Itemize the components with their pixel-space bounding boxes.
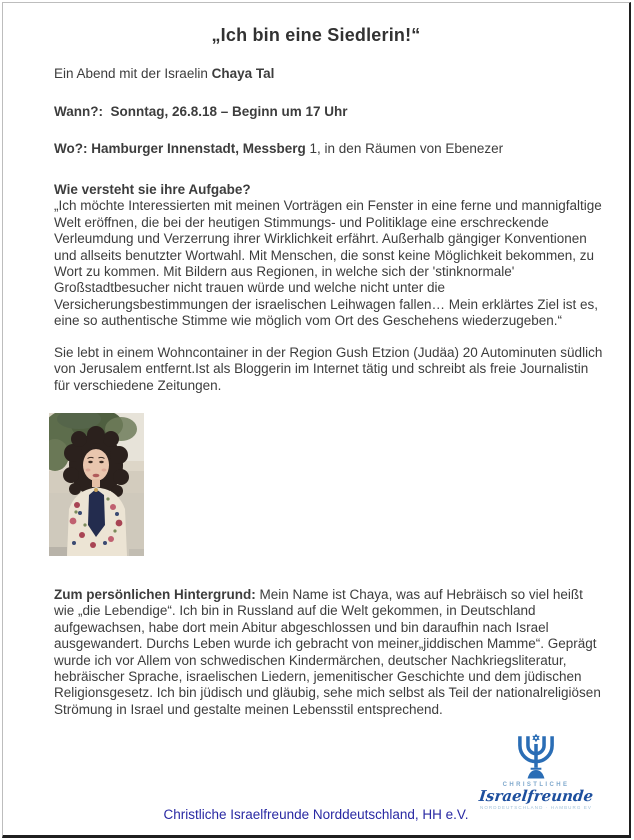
footer-text: Christliche Israelfreunde Norddeutschland, HH e.V. (163, 807, 469, 822)
event-where (54, 141, 604, 157)
portrait-photo-image (49, 413, 144, 556)
background-text: Mein Name ist Chaya, was auf Hebräisch so viel heißt wie „die Lebendige“. Ich bin in Russland auf die Welt gekommen, in Deutschland aufgewachsen, habe dort mein Abitur abgeschlossen und bin daraufhin nach Israel ausgewandert. Durchs Leben wurde ich gebracht von meiner„jiddischen Mamme“. Geprägt wurde ich vor Allem von schwedischen Kindermärchen, deutscher Nachkriegsliteratur, hebräischer Sprache, israelischen Liedern, jemenitischer Geschichte und dem jüdischen Religionsgesetz. Ich bin jüdisch und gläubig, sehe mich selbst als Teil der nationalreligiösen Strömung in Israel und gestalte meinen Lebensstil entsprechend. (54, 587, 601, 717)
event-where-rest: 1, in den Räumen von Ebenezer (305, 141, 504, 156)
bio-paragraph: Sie lebt in einem Wohncontainer in der Region Gush Etzion (Judäa) 20 Autominuten südlich von Jerusalem entfernt.Ist als Bloggerin im Internet tätig und schreibt als freie Journalistin für verschiedene Zeitungen. (54, 345, 603, 393)
event-guest-name: Chaya Tal (211, 66, 275, 81)
logo-top-label: CHRISTLICHE (502, 782, 570, 788)
portrait-photo (49, 413, 144, 556)
flyer-page (2, 2, 631, 838)
page-title: „Ich bin eine Siedlerin!“ (211, 25, 421, 45)
org-logo (476, 734, 596, 811)
logo-sub-label: NORDDEUTSCHLAND · HAMBURG EV (479, 805, 593, 810)
menorah-icon (511, 734, 561, 780)
event-when: Wann?: Sonntag, 26.8.18 – Beginn um 17 Uhr (54, 104, 348, 119)
event-where-bold: Wo?: Hamburger Innenstadt, Messberg (54, 141, 306, 156)
task-heading: Wie versteht sie ihre Aufgabe? (54, 182, 251, 197)
background-label: Zum persönlichen Hintergrund: (54, 587, 256, 602)
logo-name: Israelfreunde (478, 787, 595, 805)
task-section (54, 182, 604, 330)
event-intro-text: Ein Abend mit der Israelin (54, 66, 212, 81)
event-intro (54, 66, 604, 82)
task-quote: „Ich möchte Interessierten mit meinen Vorträgen ein Fenster in eine ferne und mannigfaltige Welt eröffnen, die bei der heutigen Stimmungs- und Politiklage eine erschreckende Verleumdung und Verzerrung ihrer Wirklichkeit erfährt. Außerhalb gängiger Konventionen und allseits benutzter Wortwahl. Mit Menschen, die sonst keine Möglichkeit bekommen, zu Wort zu kommen. Mit Bildern aus Regionen, in welche sich der 'stinknormale' Großstadtbesucher nicht trauen würde und welche nicht unter die Versicherungsbestimmungen der israelischen Leihwagen fallen… Mein erklärtes Ziel ist es, eine so authentische Stimme wie möglich vom Ort des Geschehens wiederzugeben.“ (54, 198, 602, 329)
background-paragraph (54, 587, 604, 718)
